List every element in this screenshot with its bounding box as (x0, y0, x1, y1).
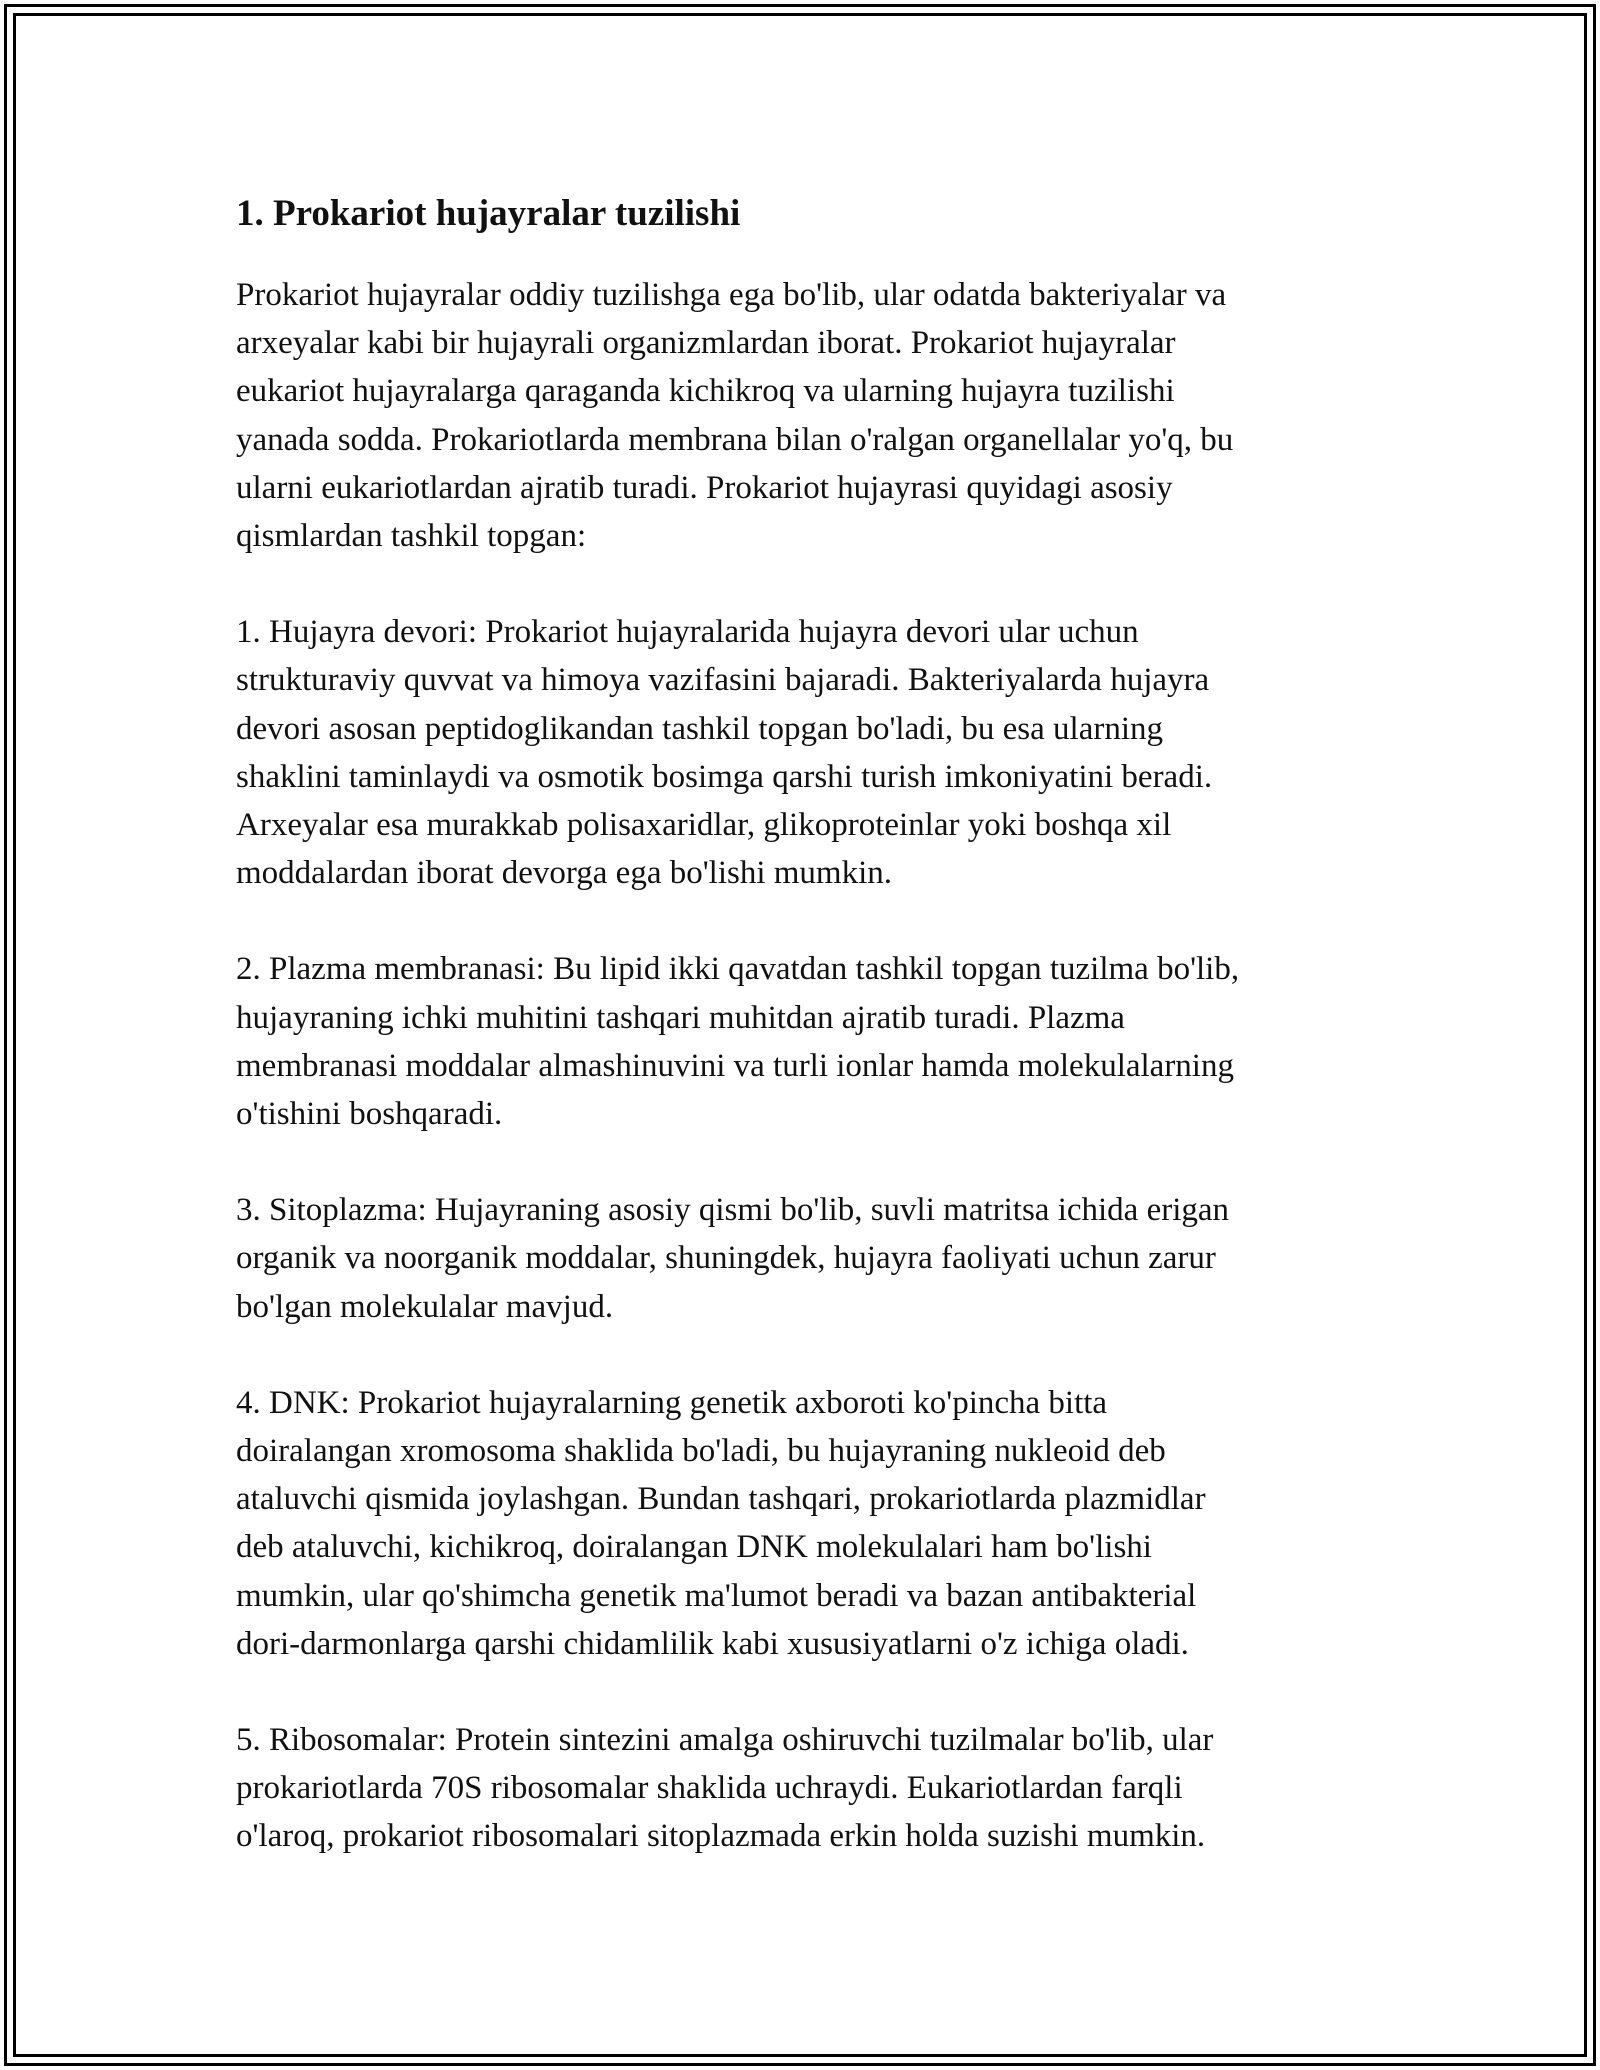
dna-paragraph: 4. DNK: Prokariot hujayralarning genetik axboroti ko'pincha bitta doiralangan xromosoma shaklida bo'ladi, bu hujayraning nukleoid deb ataluvchi qismida joylashgan. Bundan tashqari, prokariotlarda plazmidlar deb ataluvchi, kichikroq, doiralangan DNK molekulalari ham bo'lishi mumkin, ular qo'shimcha genetik ma'lumot beradi va bazan antibakterial dori-darmonlarga qarshi chidamlilik kabi xususiyatlarni o'z ichiga oladi. (236, 1384, 1206, 1662)
document-body (236, 185, 1366, 1909)
cytoplasm-paragraph: 3. Sitoplazma: Hujayraning asosiy qismi bo'lib, suvli matritsa ichida erigan organik va noorganik moddalar, shuningdek, hujayra faoliyati uchun zarur bo'lgan molekulalar mavjud. (236, 1192, 1230, 1325)
ribosomes-paragraph: 5. Ribosomalar: Protein sintezini amalga oshiruvchi tuzilmalar bo'lib, ular prokariotlarda 70S ribosomalar shaklida uchraydi. Eukariotlardan farqli o'laroq, prokariot ribosomalari sitoplazmada erkin holda suzishi mumkin. (236, 1722, 1214, 1855)
cell-wall-paragraph: 1. Hujayra devori: Prokariot hujayralarida hujayra devori ular uchun strukturaviy quvvat va himoya vazifasini bajaradi. Bakteriyalarda hujayra devori asosan peptidoglikandan tashkil topgan bo'ladi, bu esa ularning shaklini taminlaydi va osmotik bosimga qarshi turish imkoniyatini beradi. Arxeyalar esa murakkab polisaxaridlar, glikoproteinlar yoki boshqa xil moddalardan iborat devorga ega bo'lishi mumkin. (236, 614, 1213, 892)
intro-paragraph: Prokariot hujayralar oddiy tuzilishga ega bo'lib, ular odatda bakteriyalar va arxeyalar kabi bir hujayrali organizmlardan iborat. Prokariot hujayralar eukariot hujayralarga qaraganda kichikroq va ularning hujayra tuzilishi yanada sodda. Prokariotlarda membrana bilan o'ralgan organellalar yo'q, bu ularni eukariotlardan ajratib turadi. Prokariot hujayrasi quyidagi asosiy qismlardan tashkil topgan: (236, 277, 1234, 555)
section-heading: 1. Prokariot hujayralar tuzilishi (236, 193, 741, 234)
plasma-membrane-paragraph: 2. Plazma membranasi: Bu lipid ikki qavatdan tashkil topgan tuzilma bo'lib, hujayraning ichki muhitini tashqari muhitdan ajratib turadi. Plazma membranasi moddalar almashinuvini va turli ionlar hamda molekulalarning o'tishini boshqaradi. (236, 951, 1240, 1133)
